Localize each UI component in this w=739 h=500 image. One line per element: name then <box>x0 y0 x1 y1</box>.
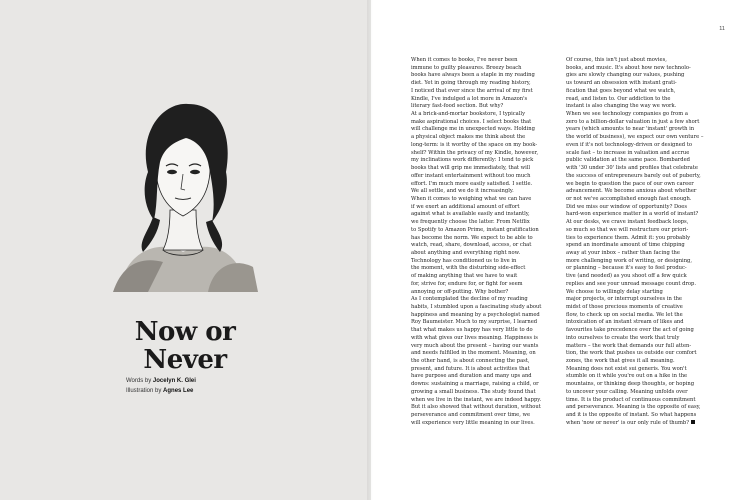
body-line: intoxication of an instant stream of likes and <box>566 319 684 326</box>
body-line: flow, to check up on social media. We let the <box>566 311 683 318</box>
body-line: we frequently choose the latter. From Netflix <box>411 219 530 226</box>
body-line: mountains, or thinking deep thoughts, or hoping <box>566 381 695 388</box>
body-line: if we exert an additional amount of effort <box>411 203 520 210</box>
body-line: present, and future. It is about activities that <box>411 365 530 372</box>
body-line: habits, I stumbled upon a fascinating study about <box>411 304 542 310</box>
body-line: the success of entrepreneurs barely out of puberty, <box>566 172 701 179</box>
body-line: zero to a billion-dollar valuation in just a few short <box>566 118 700 125</box>
body-line: years (which amounts to near 'instant' growth in <box>566 126 695 133</box>
body-line: when we live in the instant, we are indeed happy. <box>411 396 542 403</box>
body-line: into ourselves to create the work that truly <box>566 334 680 341</box>
title-line-1: Now or <box>134 317 236 347</box>
body-line: tive (and needed) as you shoot off a few quick <box>566 273 687 280</box>
body-line: the other hand, is about connecting the past, <box>411 358 530 365</box>
body-line: and it is the opposite of instant. So what happens <box>566 412 697 419</box>
body-line: watch, read, share, download, access, or chat <box>411 242 532 249</box>
portrait-illustration <box>108 92 258 292</box>
body-line: or not we've accomplished enough fast enough. <box>566 195 692 202</box>
words-prefix: Words by <box>126 378 152 384</box>
body-line: more challenging work of writing, or designing, <box>566 257 693 264</box>
body-line: advancement. We become anxious about whether <box>566 188 697 195</box>
body-line: have purpose and duration and many ups and <box>411 373 532 380</box>
body-line: Of course, this isn't just about movies, <box>566 57 667 63</box>
body-line: ties to experience them. Admit it: you probably <box>566 234 691 241</box>
body-line: public validation at the same pace. Bombarded <box>566 157 690 164</box>
body-line: to Spotify to Amazon Prime, instant gratification <box>411 226 539 233</box>
body-line: books that will grip me immediately, that will <box>411 165 531 172</box>
body-line: growing a small business. The study found that <box>411 388 536 395</box>
body-line: Kindle, I've indulged a lot more in Amazon's <box>411 95 528 102</box>
body-line: annoying or off-putting. Why bother? <box>411 288 509 295</box>
body-line: we begin to question the pace of our own career <box>566 180 694 187</box>
page-number: 11 <box>719 26 725 32</box>
body-line: literary fast-food section. But why? <box>411 103 504 110</box>
body-line: for, strive for, endure for, or fight for seem <box>411 280 523 287</box>
illustration-prefix: Illustration by <box>126 388 162 394</box>
body-line: scale fast – to increase in valuation and accrue <box>566 149 690 156</box>
body-line: replies and see your unread message count drop. <box>566 280 697 287</box>
body-line: time. It is the product of continuous commitment <box>566 396 696 403</box>
body-column-1 <box>411 57 549 428</box>
body-line: a physical object makes me think about the <box>411 134 526 141</box>
body-line: books have always been a staple in my reading <box>411 72 535 79</box>
body-line: has become the norm. We expect to be able to <box>411 234 533 241</box>
body-line: hard-won experience matter in a world of instant? <box>566 211 699 218</box>
body-line: so much so that we will restructure our priori- <box>566 226 689 233</box>
body-line: spend an inordinate amount of time chipping <box>566 242 685 249</box>
body-line: major projects, or interrupt ourselves in the <box>566 296 682 303</box>
body-line: my inclinations work differently: I tend to pick <box>411 157 534 164</box>
body-line: very much about the present – having our wants <box>411 342 539 349</box>
body-line: shelf? Within the privacy of my Kindle, however, <box>411 149 539 156</box>
body-column-2 <box>566 57 704 428</box>
body-line: gies are slowly changing our values, pushing <box>566 72 685 79</box>
body-line: Meaning does not exist sui generis. You won't <box>566 365 687 372</box>
body-line: As I contemplated the decline of my reading <box>411 296 528 303</box>
body-line: with what gives our lives meaning. Happiness is <box>411 334 538 341</box>
page-gutter <box>367 0 373 500</box>
body-line: the moment, with the disturbing side-effect <box>411 265 526 272</box>
body-line: stumble on it while you're out on a hike in the <box>566 373 688 380</box>
body-line: to uncover your calling. Meaning unfolds over <box>566 388 688 395</box>
body-line: long-term: is it worthy of the space on my book- <box>411 141 538 148</box>
body-line: will challenge me in unexpected ways. Holding <box>411 126 535 133</box>
body-line: us toward an obsession with instant grati- <box>566 80 677 87</box>
body-line: matters – the work that demands our full atten- <box>566 342 692 349</box>
body-line: or planning – because it's easy to feel produc- <box>566 265 687 272</box>
body-line: fication that goes beyond what we watch, <box>566 87 676 94</box>
body-line: make aspirational choices. I select books that <box>411 118 532 125</box>
body-line: perseverance and commitment over time, we <box>411 412 531 419</box>
body-line: and needs fulfilled in the moment. Meaning, on <box>411 350 536 357</box>
body-line: when 'now or never' is our only rule of thumb? <box>566 420 704 428</box>
body-line: downs: sustaining a marriage, raising a child, or <box>411 381 539 388</box>
body-line: will experience very little meaning in our lives. <box>411 419 535 426</box>
body-line: read, and listen to. Our addiction to the <box>566 95 671 102</box>
body-line: with '30 under 30' lists and profiles that celebrate <box>566 165 698 172</box>
body-line: of making anything that we have to wait <box>411 273 518 280</box>
credits <box>126 376 286 396</box>
body-line: But it also showed that without duration, without <box>411 404 541 411</box>
body-line: and perseverance. Meaning is the opposite of easy, <box>566 404 701 411</box>
body-line: At a brick-and-mortar bookstore, I typically <box>411 111 526 118</box>
body-line: favourites take precedence over the act of going <box>566 327 694 334</box>
body-line: At our desks, we crave instant feedback loops, <box>566 219 689 226</box>
body-line: against what is available easily and instantly, <box>411 211 530 218</box>
body-line: instant is also changing the way we work. <box>566 103 677 110</box>
body-line: diet. Yet in going through my reading history, <box>411 80 531 87</box>
illustrator-credit <box>126 386 286 396</box>
body-line: Did we miss our window of opportunity? Does <box>566 203 688 210</box>
body-line: effort. I'm much more easily satisfied. I settle. <box>411 180 533 187</box>
body-line: midst of those precious moments of creative <box>566 304 683 310</box>
author-name: Jocelyn K. Glei <box>152 378 196 384</box>
body-line: zones, the work that gives it all meaning. <box>566 358 675 365</box>
body-line: Technology has conditioned us to live in <box>411 257 517 264</box>
body-line: that what makes us happy has very little to do <box>411 327 533 334</box>
author-credit <box>126 376 286 386</box>
body-line: When it comes to books, I've never been <box>411 57 518 63</box>
body-line: about anything and everything right now. <box>411 249 521 256</box>
body-line: the world of business), we expect our own venture – <box>566 134 704 141</box>
body-line: offer instant entertainment without too much <box>411 172 531 179</box>
body-line: happiness and meaning by a psychologist named <box>411 311 540 318</box>
article-title <box>100 318 270 374</box>
illustrator-name: Agnes Lee <box>163 388 194 394</box>
body-line: away at your inbox – rather than facing the <box>566 249 680 256</box>
body-line: We choose to willingly delay starting <box>566 288 663 295</box>
title-line-2: Never <box>143 345 227 375</box>
body-line: immune to guilty pleasures. Breezy beach <box>411 64 522 71</box>
body-line: Roy Baumeister. Much to my surprise, I learned <box>411 319 538 326</box>
body-line: even if it's not technology-driven or designed to <box>566 141 692 148</box>
body-line: When we see technology companies go from a <box>566 111 688 118</box>
body-line: I noticed that ever since the arrival of my first <box>411 87 533 94</box>
body-line: tion, the work that pushes us outside our comfort <box>566 350 697 357</box>
body-line: books, and music. It's about how new technolo- <box>566 64 691 71</box>
end-mark-icon <box>691 420 695 424</box>
body-line: When it comes to weighing what we can have <box>411 195 532 202</box>
body-line: We all settle, and we do it increasingly. <box>411 188 514 195</box>
